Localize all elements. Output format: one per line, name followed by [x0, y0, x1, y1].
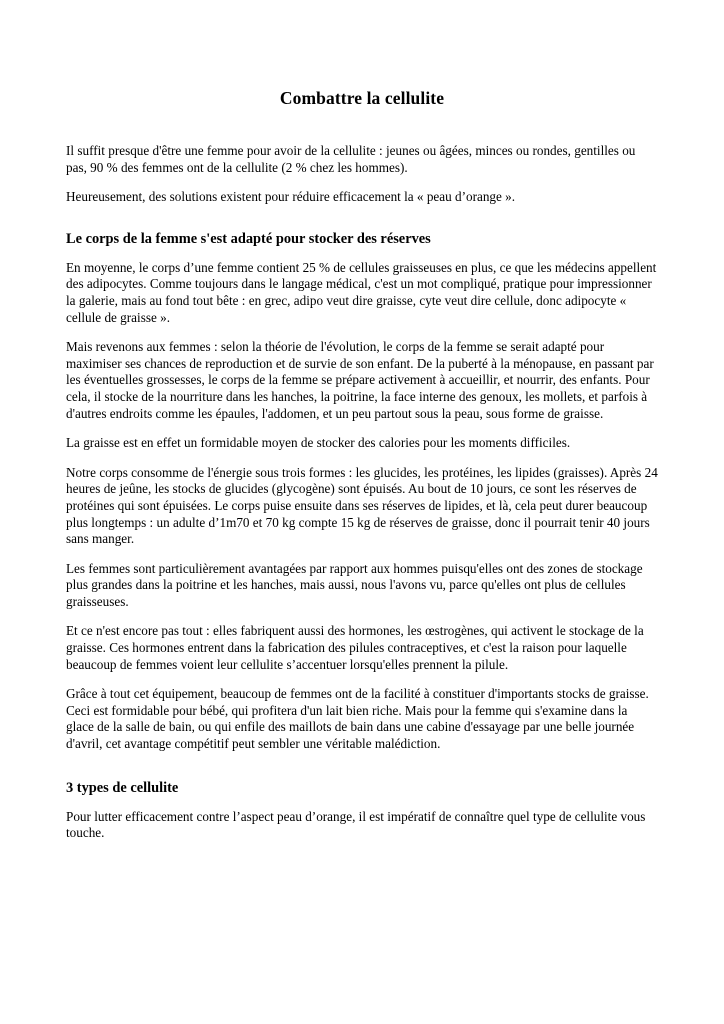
- intro-paragraph-2: Heureusement, des solutions existent pour réduire efficacement la « peau d’orange ».: [66, 189, 516, 205]
- paragraph-graisse-reserve: La graisse est en effet un formidable moyen de stocker des calories pour les moments difficiles.: [66, 435, 571, 451]
- paragraph-adipocytes: En moyenne, le corps d’une femme contient 25 % de cellules graisseuses en plus, ce que les médecins appellent des adipocytes. Comme toujours dans le langage médical, c'est un mot compliqué, pratique pour impressionner la galerie, mais au fond tout bête : en grec, adipo veut dire graisse, cyte veut dire cellule, donc adipocyte « cellule de graisse ».: [66, 259, 657, 325]
- paragraph-oestrogenes: Et ce n'est encore pas tout : elles fabriquent aussi des hormones, les œstrogènes, qui activent le stockage de la graisse. Ces hormones entrent dans la fabrication des pilules contraceptives, et c'est la raison pour laquelle beaucoup de femmes voient leur cellulite s’accentuer lorsqu'elles prennent la pilule.: [66, 623, 644, 672]
- paragraph-energie: Notre corps consomme de l'énergie sous trois formes : les glucides, les protéines, les lipides (graisses). Après 24 heures de jeûne, les stocks de glucides (glycogène) sont épuisés. Au bout de 10 jours, ce sont les réserves de protéines qui sont épuisées. Le corps puise ensuite dans ses réserves de lipides, et là, cela peut durer beaucoup plus longtemps : un adulte d’1m70 et 70 kg compte 15 kg de réserves de graisse, donc il pourrait tenir 40 jours sans manger.: [66, 464, 658, 547]
- heading-3-types: 3 types de cellulite: [66, 779, 179, 796]
- paragraph-femmes-avantagees: Les femmes sont particulièrement avantagées par rapport aux hommes puisqu'elles ont des zones de stockage plus grandes dans la poitrine et les hanches, mais aussi, nous l'avons vu, parce qu'elles ont plus de cellules graisseuses.: [66, 560, 643, 609]
- heading-corps-femme: Le corps de la femme s'est adapté pour stocker des réserves: [66, 230, 431, 247]
- paragraph-types-intro: Pour lutter efficacement contre l’aspect peau d’orange, il est impératif de connaître quel type de cellulite vous touche.: [66, 808, 646, 841]
- intro-paragraph-1: Il suffit presque d'être une femme pour avoir de la cellulite : jeunes ou âgées, minces ou rondes, gentilles ou pas, 90 % des femmes ont de la cellulite (2 % chez les hommes).: [66, 143, 636, 175]
- page-title: Combattre la cellulite: [279, 88, 445, 108]
- paragraph-stocks-graisse: Grâce à tout cet équipement, beaucoup de femmes ont de la facilité à constituer d'importants stocks de graisse. Ceci est formidable pour bébé, qui profitera d'un lait bien riche. Mais pour la femme qui s'examine dans la glace de la salle de bain, ou qui enfile des maillots de bain dans une cabine d'essayage par une belle journée d'avril, cet avantage compétitif peut sembler une véritable malédiction.: [66, 686, 649, 752]
- paragraph-evolution: Mais revenons aux femmes : selon la théorie de l'évolution, le corps de la femme se serait adapté pour maximiser ses chances de reproduction et de survie de son enfant. De la puberté à la ménopause, en passant par les éventuelles grossesses, le corps de la femme se prépare activement à accueillir, et nourrir, des enfants. Pour cela, il stocke de la nourriture dans les hanches, la poitrine, la face interne des genoux, les mollets, et parfois à d'autres endroits comme les épaules, l'addomen, et un peu partout sous la peau, sous forme de graisse.: [66, 339, 654, 421]
